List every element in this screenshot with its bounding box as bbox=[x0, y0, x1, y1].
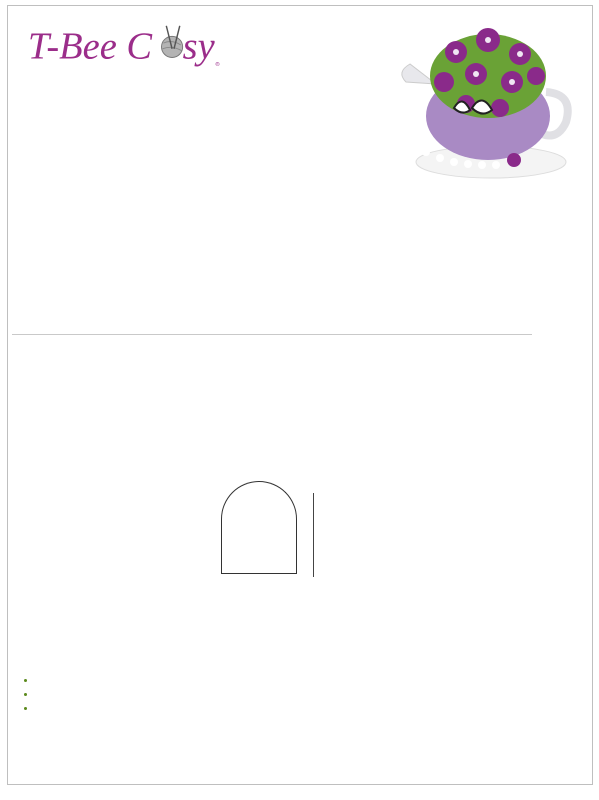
note-item bbox=[36, 702, 596, 714]
svg-text:sy: sy bbox=[182, 25, 215, 68]
divider bbox=[12, 334, 532, 335]
note-item bbox=[36, 674, 596, 686]
svg-text:T-Bee C: T-Bee C bbox=[27, 25, 153, 68]
t-bee-cosy-logo bbox=[24, 20, 224, 70]
cosy-shape-diagram bbox=[221, 481, 297, 574]
abbr-meaning bbox=[66, 176, 278, 189]
abbreviations-table bbox=[12, 176, 580, 189]
tea-cosy-photo bbox=[396, 12, 576, 180]
notes-list bbox=[12, 674, 596, 716]
abbr-code bbox=[278, 176, 317, 189]
height-line bbox=[313, 493, 314, 577]
abbr-meaning bbox=[317, 176, 580, 189]
cosy-shape-base bbox=[221, 573, 297, 574]
table-row bbox=[12, 176, 580, 189]
abbr-code bbox=[12, 176, 66, 189]
note-item bbox=[36, 688, 596, 700]
svg-text:®: ® bbox=[215, 62, 220, 69]
